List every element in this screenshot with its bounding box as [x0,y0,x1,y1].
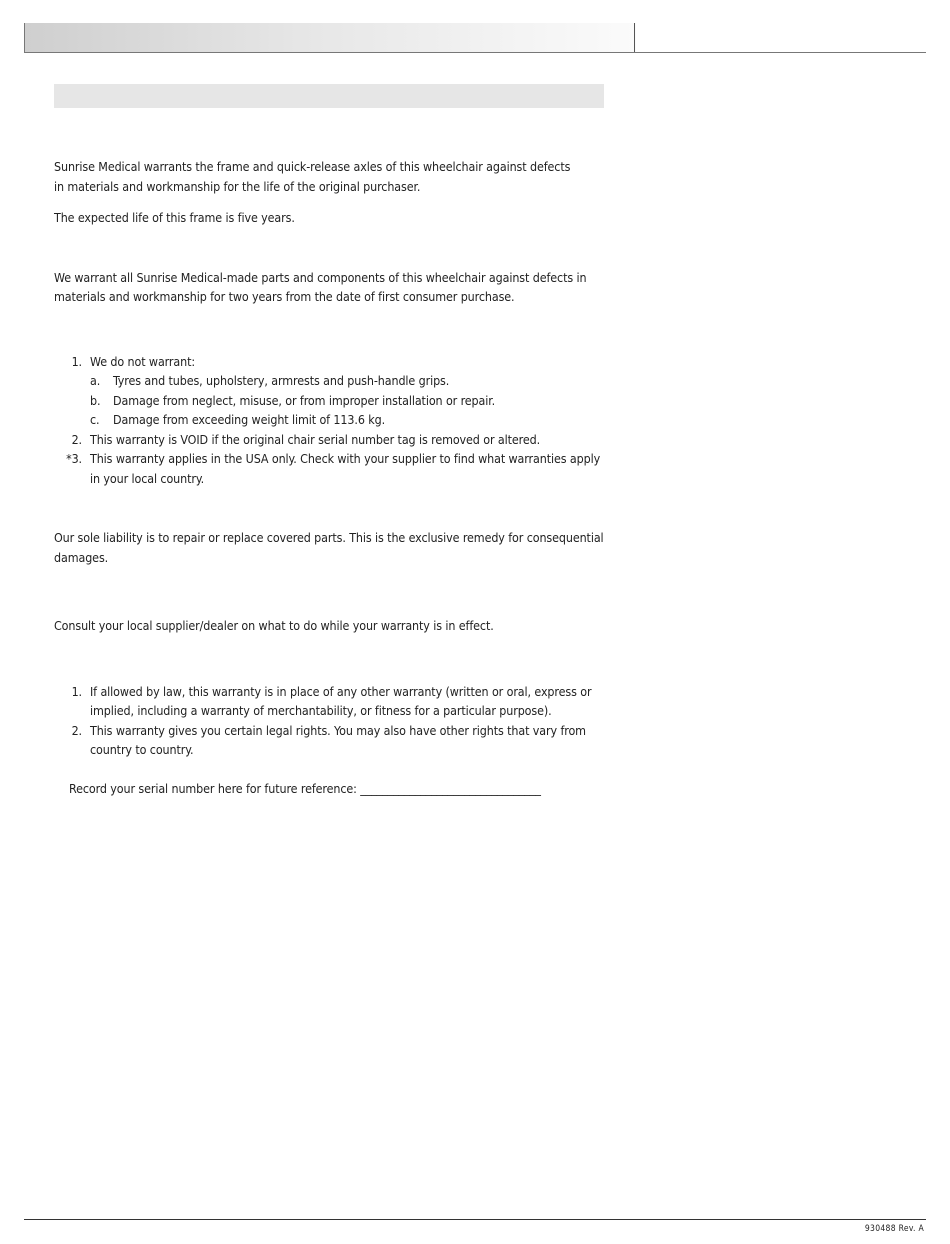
sub-list-letter: b. [90,392,101,408]
list-text: We do not warrant: [90,353,196,369]
list-number: 2. [71,722,82,738]
list-item [54,721,610,760]
sub-list-item [54,410,614,430]
serial-number-record [54,779,614,799]
list-number: 1. [71,353,82,369]
sub-list-text: Tyres and tubes, upholstery, armrests and push-handle grips. [113,373,450,388]
section-title-bar [54,84,604,108]
limitations-list [54,352,614,489]
sub-list-text: Damage from exceeding weight limit of 113.6 kg. [113,412,386,427]
header-bar [24,23,636,52]
footer-rule [24,1219,926,1220]
sub-list-letter: c. [90,412,100,427]
liability-paragraph: Our sole liability is to repair or replace covered parts. This is the exclusive remedy for consequential damages. [54,530,604,565]
warranty-content [54,157,614,799]
document-revision-code: 930488 Rev. A [864,1224,924,1234]
list-item [54,430,614,450]
sub-list-letter: a. [90,373,101,388]
list-text: This warranty is VOID if the original chair serial number tag is removed or altered. [90,431,541,447]
list-text: This warranty gives you certain legal rights. You may also have other rights that vary from country to country. [90,722,586,757]
header-divider [634,23,635,53]
legal-list [54,682,614,760]
list-item [54,682,610,721]
sub-list-item [54,391,614,411]
list-item [54,352,614,372]
list-number: *3. [66,451,82,466]
list-item [54,449,610,488]
sub-list-item [54,371,614,391]
list-text: If allowed by law, this warranty is in place of any other warranty (written or oral, express or implied, including a warranty of merchantability, or fitness for a particular purpose). [90,683,592,718]
sub-list-text: Damage from neglect, misuse, or from improper installation or repair. [113,392,496,408]
parts-warranty-paragraph: We warrant all Sunrise Medical-made parts and components of this wheelchair against defects in materials and workmanship for two years from the date of first consumer purchase. [54,269,587,304]
serial-number-label: Record your serial number here for future reference: [69,781,361,796]
list-number: 1. [71,683,82,699]
frame-warranty-paragraph: Sunrise Medical warrants the frame and quick-release axles of this wheelchair against defects in materials and workmanship for the life of the original purchaser. [54,159,571,194]
list-number: 2. [71,431,82,447]
serial-number-blank: _________________________________ [360,781,541,796]
header-rule [24,52,926,53]
frame-life-paragraph: The expected life of this frame is five years. [54,210,295,225]
consult-paragraph: Consult your local supplier/dealer on what to do while your warranty is in effect. [54,618,494,633]
list-text: This warranty applies in the USA only. Check with your supplier to find what warranties apply in your local country. [90,451,601,486]
